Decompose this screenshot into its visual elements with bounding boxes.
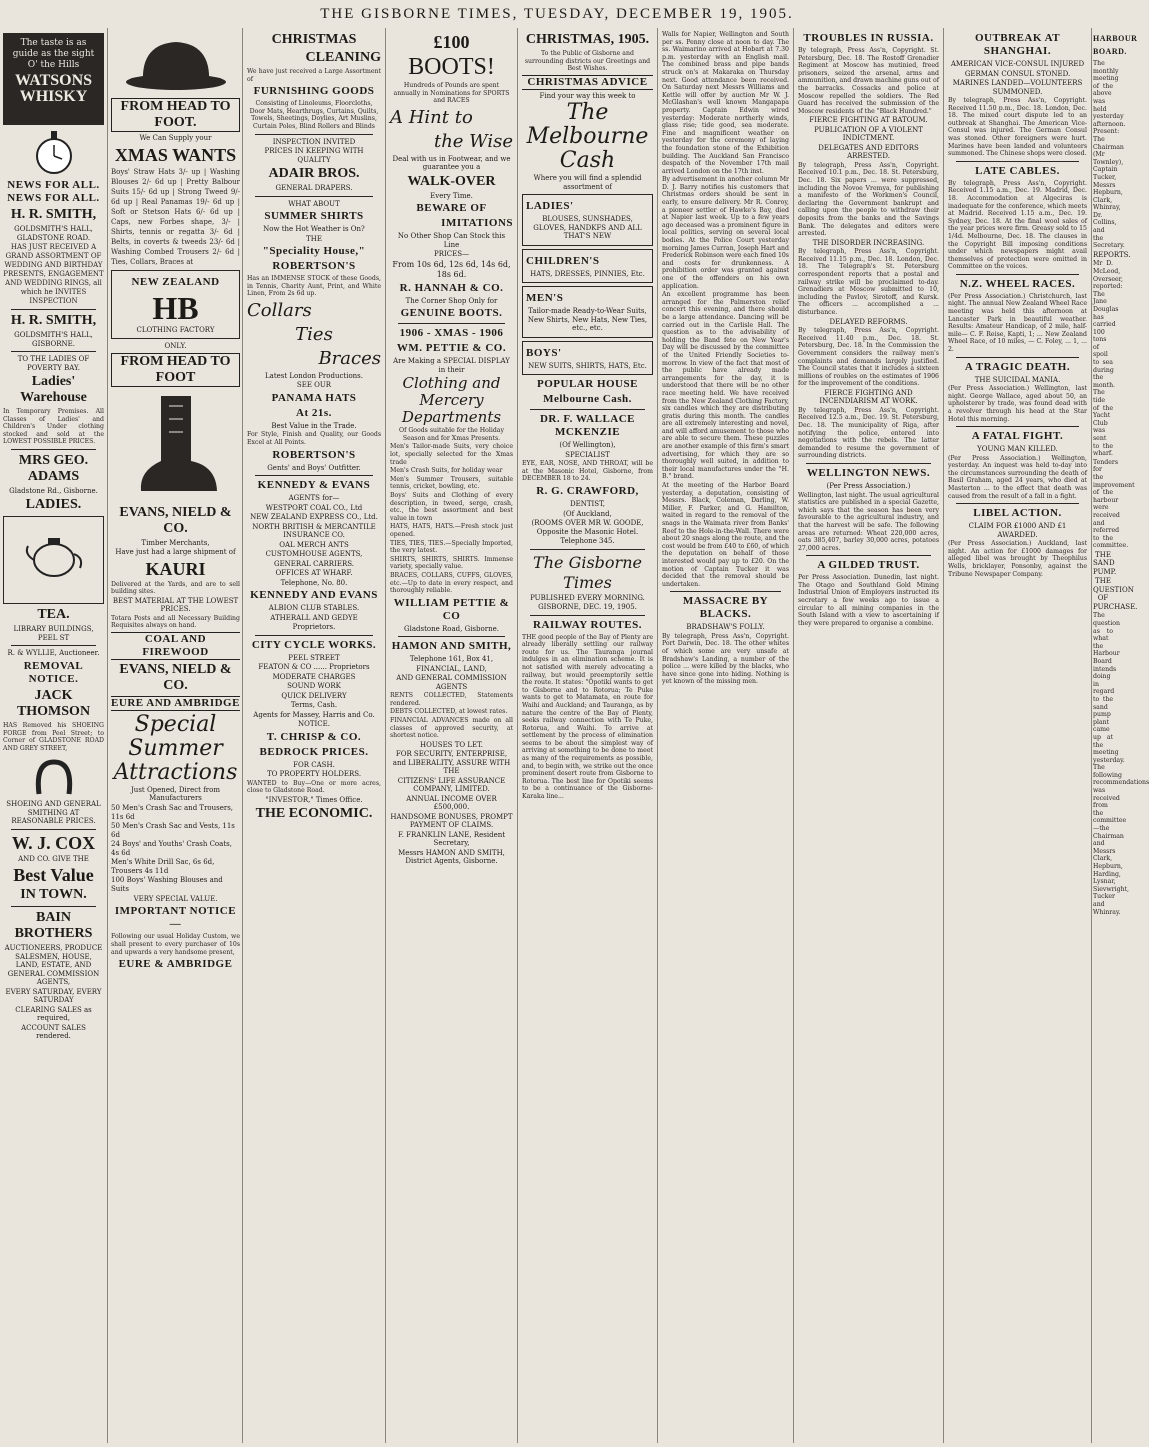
best-material: BEST MATERIAL AT THE LOWEST PRICES.	[112, 596, 239, 614]
fatal-text: (Per Press Association.) Wellington, yesterday. An inquest was held to-day into the circumstances surrounding the death of Basil Graham, aged 24 years, who died at Masterton ... to the effect that death was caused from the result of a fall in a fight.	[948, 454, 1087, 500]
marines-landed: MARINES LANDED—VOLUNTEERS SUMMONED.	[952, 79, 1083, 96]
nz-express: NEW ZEALAND EXPRESS CO., Ltd.	[250, 513, 378, 522]
of-auckland: (Of Auckland,	[563, 509, 612, 518]
libel-text: (Per Press Association.) Auckland, last night. An action for £1000 damages for alleged libel was brought by Theophilus Wells, bricklayer, Ponsonby, against the Tribune Newspaper Company.	[948, 540, 1087, 578]
featon: FEATON & CO ...... Proprietors	[258, 663, 370, 672]
inspection-invited: INSPECTION INVITED	[272, 137, 356, 146]
question-purchase: THE QUESTION OF PURCHASE.	[1093, 577, 1138, 611]
clothing-mercery: Clothing and Mercery	[402, 374, 501, 410]
delayed-reforms: DELAYED REFORMS.	[829, 317, 908, 326]
local-notes-top: Walls for Napier, Wellington and South per ss. Penny close at noon to day. The ss. Waimarino arrived at Hobart at 7.30 p.m. yesterday with an English mail. The combined brass and pipe bands struck on's at Makaraka on Thursday next. Good attendance been received. On Saturday next Messrs Williams and Kettle will offer by auction Mr W. J. McGlashan's well known Mangapapa property. Captain Edwin wired yesterday: Moderate northerly winds, glass rise; tide good, sea moderate. Fine and magnificent weather on yesterday for the ceremony of laying the foundation stone of the Exhibition building. The Auckland San Francisco despatch of the November 17th mail arrived London on the 17th inst.	[662, 31, 789, 175]
eure-item: 50 Men's Crash Sac and Trousers, 11s 6d	[111, 803, 234, 821]
general-drapers: GENERAL DRAPERS.	[275, 184, 353, 193]
column-6	[794, 28, 944, 1443]
at-21s: At 21s.	[296, 406, 332, 419]
proprietors: Proprietors.	[292, 623, 336, 632]
cox-sub: AND CO. GIVE THE	[18, 854, 89, 863]
latest: Latest London Productions.	[265, 371, 363, 380]
the-economic: THE ECONOMIC.	[255, 806, 373, 822]
massacre-text: By telegraph, Press Ass'n, Copyright. Port Darwin, Dec. 18. The other whites of which some are very unsafe at Bradshaw's Landing, a number of the police ... were killed by the blacks, who have since gone into hiding. Nothing is yet known of the missing men.	[662, 632, 789, 686]
deal-with-us: Deal with us in Footwear, and we guarantee you a	[392, 154, 511, 172]
delayed-text: By telegraph, Press Ass'n, Copyright. Received 11.40 p.m., Dec. 18. St. Petersburg, Dec. 18. In the Commission the Government considers the railway men's complaints and demands largely justified. The Council states that it includes a sixteen millions of roubles on the estimates of 1906 for the improvement of the conditions.	[798, 327, 939, 388]
important-text: Following our usual Holiday Custom, we shall present to every purchaser of 10s and upwards a very handsome present,	[111, 933, 240, 956]
kennedy-evans: KENNEDY & EVANS	[257, 479, 371, 492]
nz-logo-sub: CLOTHING FACTORY	[136, 325, 215, 334]
moderate-charges: MODERATE CHARGES	[272, 672, 356, 681]
kauri-intro: Have just had a large shipment of	[115, 548, 236, 556]
boys-label: BOYS'	[526, 346, 562, 359]
ladies-text: In Temporary Premises. All Classes of Ladies' and Children's Under clothing stocked and sold at the LOWEST POSSIBLE PRICES.	[3, 408, 104, 446]
wheel-text: (Per Press Association.) Christchurch, last night. The annual New Zealand Wheel Race meeting was held this afternoon at Lancaster Park in beautiful weather. Results: Amateur Handicap, of 2 mile, half-mile— C. F. Reise, Kapti, 1; ... New Zealand Wheel Race, of 10 miles, — C. Foley, ... 1, ... 2.	[948, 292, 1087, 354]
pettie-item-2: Men's Crash Suits, for holiday wear	[390, 467, 503, 475]
rents: RENTS COLLECTED, Statements rendered.	[390, 692, 513, 707]
hb-mark: HB	[152, 289, 199, 326]
specialist: SPECIALIST	[565, 450, 610, 459]
departments: Departments	[401, 408, 502, 427]
mens-box	[522, 286, 653, 338]
delegates: DELEGATES AND EDITORS ARRESTED.	[818, 143, 919, 161]
summer-shirts: SUMMER SHIRTS	[264, 210, 364, 223]
ladies-items: BLOUSES, SUNSHADES, GLOVES, HANDKFS AND ALL THAT'S NEW	[533, 215, 642, 241]
commission-agents: AND GENERAL COMMISSION AGENTS	[396, 674, 507, 691]
eure-items-list	[111, 804, 240, 894]
wellington-text: Wellington, last night. The usual agricultural statistics are published in a special Gazette, which says that the season has been very favourable to the agricultural industry, and that the harvest will be safe. The following areas are returned: Wheat 220,000 acres, oats 385,407, barley 30,000 acres, potatoes 27,000 acres.	[798, 491, 939, 552]
the: THE	[306, 234, 322, 243]
financial-advances: FINANCIAL ADVANCES made on all classes of approved security, at shortest notice.	[390, 717, 513, 740]
best-value: Best Value	[13, 865, 94, 886]
debts: DEBTS COLLECTED, at lowest rates.	[390, 708, 508, 716]
in-town: IN TOWN.	[20, 887, 87, 903]
kauri: KAURI	[145, 558, 206, 579]
watsons-title: WATSONS WHISKY	[14, 72, 93, 105]
horseshoe-icon	[29, 756, 79, 796]
terms-cash: Terms, Cash.	[290, 701, 338, 710]
westport: WESTPORT COAL CO., Ltd	[265, 503, 363, 512]
massacre-head: MASSACRE BY BLACKS.	[682, 595, 769, 621]
splendid: Where you will find a splendid assortment of	[533, 174, 642, 191]
column-2-ads	[243, 28, 386, 1443]
troubles-russia: TROUBLES IN RUSSIA.	[803, 32, 934, 44]
city-cycle-works: CITY CYCLE WORKS.	[251, 638, 377, 651]
robertsons: ROBERTSON'S	[272, 260, 356, 273]
bain-brothers: BAIN BROTHERS	[14, 910, 93, 942]
cleaning-text: We have just received a Large Assortment of	[247, 68, 381, 83]
gisborne-times-nameplate: The Gisborne Times	[533, 552, 642, 592]
boots: BOOTS!	[408, 54, 495, 80]
mens-label: MEN'S	[526, 292, 564, 305]
nz-logo-title: NEW ZEALAND	[131, 275, 220, 288]
cable-text: By telegraph, Press Ass'n, Copyright. Received 1.15 a.m., Dec. 19. Madrid, Dec. 18. Accommodation at Algeciras is inadequate for the conference, which meets at Madrid. Received 1.15 a.m., Dec. 19. Sydney, Dec. 18. At the final wool sales of the year prices were firm. Greasy sold to 15 1/4d. Melbourne, Dec. 18. The clauses in the Copyright Bill imposing conditions under which newspapers might avail themselves of protection were omitted in Committee on the voices.	[948, 179, 1087, 271]
dateline: GISBORNE, DEC. 19, 1905.	[538, 603, 637, 612]
hot-weather: Now the Hot Weather is On?	[263, 225, 365, 234]
local-notes-bottom-2: At the meeting of the Harbor Board yesterday, a deputation, consisting of Messrs. Black, Coleman, Darling, W. Miller, F. Parker, and G. Hamilton, waited in regard to the removal of the snags in the Waimata river from Banks' Reef to the Hole-in-the-Wall. There were about 20 snags along the route, and the cost would be from £40 to £60, of which the deputation on behalf of those interested would pay up to £20. On the motion of Captain Tucker it was decided that the removal should be undertaken.	[662, 482, 789, 588]
financial: FINANCIAL, LAND,	[416, 664, 487, 673]
jack-text: HAS Removed his SHOEING FORGE from Peel Street; to Corner of GLADSTONE ROAD AND GREY STREET,	[3, 721, 104, 752]
eure-item: Men's White Drill Sac, 6s 6d, Trousers 4s 11d	[111, 857, 215, 875]
young-man-killed: YOUNG MAN KILLED.	[977, 445, 1058, 454]
reports: REPORTS.	[1093, 250, 1131, 259]
children-label: CHILDREN'S	[526, 254, 600, 267]
peel-street: PEEL STREET	[288, 653, 340, 662]
outfitter: Gents' and Boys' Outfitter.	[267, 463, 361, 472]
cash: Cash	[559, 148, 616, 174]
what-about: WHAT ABOUT	[288, 199, 340, 208]
children-items: HATS, DRESSES, PINNIES, Etc.	[530, 269, 645, 278]
eye-ear: EYE, EAR, NOSE, AND THROAT, will be at the Masonic Hotel, Gisborne, from DECEMBER 18 to 24.	[522, 460, 653, 483]
cleaning-head: CLEANING	[305, 50, 381, 65]
kennedy-evans-2: KENNEDY AND EVANS	[250, 589, 378, 602]
account-sales: ACCOUNT SALES rendered.	[21, 1023, 86, 1041]
beware: BEWARE OF	[416, 202, 487, 215]
local-notes-mid: By advertisement in another column Mr D. J. Barry notifies his customers that Christmas orders should be sent in early, to ensure delivery. Mr R. Conroy, a pioneer settler of Hawke's Bay, died at Napier last week. Up to a few years ago deceased was a prominent figure in local politics, serving on several local bodies. At the Police Court yesterday morning James Curran, Joseph Hart and Frederick Robinson were each fined 10s and costs for drunkenness. A prohibition order was granted against one of the offenders on his own application.	[662, 176, 789, 290]
hth-head: FROM HEAD TO FOOT.	[111, 98, 240, 132]
bain-sales: EVERY SATURDAY, EVERY SATURDAY	[5, 987, 102, 1005]
sand-pump: THE SAND PUMP.	[1093, 550, 1117, 576]
walk-over: WALK-OVER	[407, 173, 496, 189]
lane: F. FRANKLIN LANE, Resident Secretary,	[397, 830, 506, 848]
eure-item: 24 Boys' and Youths' Crash Coats, 4s 6d	[111, 839, 232, 857]
quick-delivery: QUICK DELIVERY	[281, 691, 347, 700]
bowler-hat-icon	[121, 34, 231, 94]
investor: "INVESTOR," Times Office.	[265, 795, 363, 804]
agents-for: AGENTS for—	[288, 494, 340, 503]
disorder-text: By telegraph, Press Ass'n, Copyright. Received 11.15 p.m., Dec. 18. London, Dec. 18. The Telegraph's St. Petersburg correspondent reports that a postal and railway strike will be proclaimed to-day. Grenadiers at Moscow submitted to 10, including the Pavlov, Sirotoff, and Kursk. The officers ... accomplished a ... disturbance.	[798, 248, 939, 317]
column-3-ads	[386, 28, 518, 1443]
fierce-fighting: FIERCE FIGHTING AT BATOUM.	[809, 116, 928, 125]
cox-name: W. J. COX	[11, 832, 96, 853]
xmas-prices: Boys' Straw Hats 3/- up | Washing Blouses 2/- 6d up | Pretty Balbour Suits 15/- 6d up | Strong Tweed 9/- 6d up | Real Panamas 19/- 6d up | Soft or Stetson Hats 6/- 6d up | Caps, new Forbes shape, 3/- | Shirts, tennis or regatta 3/- 6d | Belts, in coverts & tweeds 23/- 6d | Washing Combed Trousers 2/- 6d | Ties, Collars, Braces at	[111, 167, 240, 266]
wellington-news: WELLINGTON NEWS.	[806, 467, 931, 480]
collars: Collars	[247, 299, 312, 321]
outbreak-text: By telegraph, Press Ass'n, Copyright. Received 11.50 p.m., Dec. 18. London, Dec. 18. The mixed court dispute led to an outbreak at Shanghai. The American Vice-Consul was injured. The German Consul was stoned. Other foreigners were hurt. Marines have been landed and volunteers summoned. The Chinese shops were closed.	[948, 97, 1087, 158]
summer: Summer	[128, 735, 223, 761]
timber: Timber Merchants,	[141, 538, 210, 547]
published-every-morning: PUBLISHED EVERY MORNING.	[530, 593, 645, 602]
consul-stoned: GERMAN CONSUL STONED.	[964, 69, 1071, 78]
boot-illustration-icon	[131, 391, 221, 501]
from-prices: From 10s 6d, 12s 6d, 14s 6d, 18s 6d.	[392, 259, 511, 279]
hth2-head: FROM HEAD TO FOOT	[111, 353, 240, 387]
find-way: Find your way this week to	[539, 91, 636, 100]
special: Special	[134, 711, 217, 737]
doctor: DR. F. WALLACE MCKENZIE	[539, 413, 636, 439]
pound-100: £100	[433, 32, 470, 52]
telephone-345: Telephone 345.	[560, 537, 615, 546]
crawford: R. G. CRAWFORD,	[536, 485, 639, 498]
ladies-warehouse: Ladies' Warehouse	[20, 374, 87, 405]
tragic-text: (Per Press Association.) Wellington, last night. George Wallace, aged about 50, an upholsterer by trade, was found dead with a revolver through his head at the Star Hotel this morning.	[948, 385, 1087, 423]
consul-injured: AMERICAN VICE-CONSUL INJURED	[950, 60, 1085, 68]
pettie-shirts: SHIRTS, SHIRTS, SHIRTS. Immense variety, specially value.	[390, 555, 513, 571]
smith-text: HAS JUST RECEIVED A GRAND ASSORTMENT OF WEDDING AND BIRTHDAY PRESENTS, ENGAGEMENT AND WEDDING RINGS, all which he INVITES INSPECTION	[3, 243, 104, 305]
watsons-tagline: The taste is as guide as the sight O' the Hills	[12, 38, 95, 70]
removal-notice: REMOVAL NOTICE.	[23, 659, 84, 685]
nz-clothing-factory-logo	[111, 270, 240, 340]
ladies-label: LADIES'	[526, 200, 574, 213]
christmas-1905: CHRISTMAS, 1905.	[525, 32, 650, 47]
column-1-ads	[0, 28, 243, 1443]
hamon-smith: HAMON AND SMITH,	[391, 640, 512, 653]
boys-box	[522, 341, 653, 376]
reports-text: Mr D. McLeod, Overseer, reported: The Jane Douglas has carried 100 tons of spoil to sea during the month. The tide of the Yacht Club was sent to the wharf.	[1093, 260, 1123, 458]
suicidal-mania: THE SUICIDAL MANIA.	[974, 375, 1061, 384]
pocket-watch-icon	[34, 129, 74, 175]
making-display: Are Making a SPECIAL DISPLAY in their	[393, 357, 510, 374]
mens-items: Tailor-made Ready-to-Wear Suits, New Shirts, New Hats, New Ties, etc., etc.	[527, 307, 648, 333]
very-special-value: VERY SPECIAL VALUE.	[133, 894, 218, 903]
christmas-greeting: To the Public of Gisborne and surrounding districts our Greetings and Best Wishes.	[524, 50, 651, 73]
houses-to-let: HOUSES TO LET.	[420, 740, 483, 749]
pettie-item-3: Men's Summer Trousers, suitable tennis, cricket, bowling, etc.	[390, 475, 513, 491]
christmas-head: CHRISTMAS	[271, 32, 357, 47]
robertsons2: ROBERTSON'S	[272, 448, 356, 461]
citizens: CITIZENS' LIFE ASSURANCE COMPANY, LIMITED.	[397, 776, 506, 794]
ladies2-head: LADIES.	[25, 497, 82, 513]
pettie-item-1: Men's Tailor-made Suits, very choice lot, specially selected for the Xmas trade	[390, 443, 513, 466]
sand-text: The question as to what the Harbour Board intends doing in regard to the sand pump plant came up at the meeting yesterday. The following recommendations was received from the committee—the Chairman and Messrs Clark, Hepburn, Harding, Lysnar, Sievwright, Tucker and Whinray.	[1093, 612, 1149, 916]
boots-text: Hundreds of Pounds are spent annually in Nominations for SPORTS and RACES	[393, 82, 510, 105]
evans-head: EVANS, NIELD & CO.	[119, 504, 232, 536]
important-notice: IMPORTANT NOTICE—	[114, 905, 237, 931]
general-carriers: GENERAL CARRIERS.	[273, 559, 354, 568]
chrisp: T. CHRISP & CO.	[266, 730, 362, 743]
publication-text: By telegraph, Press Ass'n, Copyright. Received 10.1 p.m., Dec. 18. St. Petersburg, Dec. 18. Six papers ... were suppressed, including the Novoe Vremya, for publishing a manifesto of the Workmen's Council, declaring the Government bankrupt and calling upon the people to withdraw their deposits from the banks and the Savings Bank. The delegates and editors were arrested.	[798, 161, 939, 238]
tragic-death: A TRAGIC DEATH.	[964, 360, 1071, 373]
see-our: SEE OUR	[296, 381, 332, 390]
imitations: IMITATIONS	[441, 217, 513, 230]
notice: NOTICE.	[298, 720, 330, 729]
late-cables: LATE CABLES.	[975, 164, 1060, 177]
melbourne-cash: Melbourne Cash.	[543, 393, 632, 406]
local-notes-bottom: An excellent programme has been arranged for the Palmerston relief concert this evening, and there should be a large attendance. Dancing will be carried out in the Carlisle Hall. The question as to the advisability of holding the Band fete on New Year's Day will be discussed by the committee of the United Friendly Societies to-morrow. In view of the fact that most of the public have already made arrangements for the day, it is understood that there will be no other race meeting held. We have received from the New Zealand Clothing Factory, six candles which they are distributing gratis during this month. The candles are all extremely interesting and novel, and will afford amusement to those who are able to secure them. These puzzles are another example of this firm's smart advertising, for which they are so thoroughly well suited, in addition to their local manufactures under the "H. B." brand.	[662, 291, 789, 481]
bain-sub: AUCTIONEERS, PRODUCE SALESMEN, HOUSE, LAND, ESTATE, AND GENERAL COMMISSION AGENTS,	[4, 944, 103, 987]
best-value-trade: Best Value in the Trade.	[271, 421, 357, 430]
customhouse: CUSTOMHOUSE AGENTS,	[265, 550, 363, 559]
nz-wheel-races: N.Z. WHEEL RACES.	[959, 277, 1076, 290]
adams-sub: Gladstone Rd., Gisborne.	[9, 486, 98, 495]
adams-head: MRS GEO. ADAMS	[18, 452, 89, 484]
column-1a	[0, 28, 108, 1443]
sound-work: SOUND WORK	[287, 682, 341, 691]
eure-item: 100 Boys' Washing Blouses and Suits	[111, 875, 223, 893]
eure2-head: EURE & AMBRIDGE	[118, 958, 233, 971]
braces: Braces	[318, 347, 381, 369]
eure-item: 50 Men's Crash Sac and Vests, 11s 6d	[111, 821, 235, 839]
rooms: (ROOMS OVER MR W. GOODE, Opposite the Masonic Hotel.	[531, 519, 644, 536]
gilded-trust: A GILDED TRUST.	[817, 559, 920, 572]
fatal-fight: A FATAL FIGHT.	[971, 430, 1064, 443]
speciality-house: "Speciality House,"	[262, 245, 366, 258]
atherall: ATHERALL AND GEDYE	[270, 613, 358, 622]
clearing-sales: CLEARING SALES as required,	[15, 1005, 92, 1023]
smith-name: H. R. SMITH,	[10, 207, 97, 222]
furnishing-head: FURNISHING GOODS	[253, 85, 375, 98]
tender-text: Tenders for the improvement of the harbour were received and referred to the committee.	[1093, 458, 1135, 550]
prices-keeping: PRICES IN KEEPING WITH QUALITY	[264, 147, 364, 164]
albion-stables: ALBION CLUB STABLES.	[268, 604, 360, 613]
evans2-head: EVANS, NIELD & CO.	[119, 661, 232, 693]
kauri-text: Delivered at the Yards, and are to sell building sites.	[111, 580, 240, 596]
the-label: The	[566, 100, 609, 126]
fierce2-text: By telegraph, Press Ass'n, Copyright. Received 12.5 a.m., Dec. 19. St. Petersburg, Dec. 18. The municipality of Riga, after notifying the police, entered into negotiations with the rebels. The latter demanded to resume the government of surrounding districts.	[798, 406, 939, 460]
eure-head: EURE AND AMBRIDGE	[111, 696, 240, 709]
disorder: THE DISORDER INCREASING.	[812, 238, 925, 247]
gladstone-road: Gladstone Road, Gisborne.	[404, 624, 499, 633]
dentist: DENTIST,	[570, 500, 605, 509]
jack-thomson: JACK THOMSON	[16, 687, 91, 719]
xmas-1906: 1906 - XMAS - 1906	[399, 327, 504, 340]
fierce2: FIERCE FIGHTING AND INCENDIARISM AT WORK.	[819, 388, 918, 406]
masthead: THE GISBORNE TIMES, TUESDAY, DECEMBER 19, 1905.	[320, 6, 794, 22]
panama-hats: PANAMA HATS	[271, 391, 357, 404]
wanted: WANTED to Buy—One or more acres, close to Gladstone Road.	[247, 779, 381, 795]
tea-sub: LIBRARY BUILDINGS, PEEL ST	[13, 625, 94, 642]
style-text: For Style, Finish and Quality, our Goods Excel at All Points.	[247, 431, 381, 446]
column-5	[658, 28, 794, 1443]
hint: A Hint to	[390, 106, 473, 128]
totara: Totara Posts and all Necessary Building Requisites always on hand.	[111, 614, 240, 630]
smith2-sub: GOLDSMITH'S HALL, GISBORNE.	[14, 331, 93, 348]
pettie2: WILLIAM PETTIE & CO	[393, 596, 510, 622]
stanton-tea-ad	[3, 516, 104, 604]
press-assoc: (Per Press Association.)	[826, 482, 911, 491]
offices-wharf: OFFICES AT WHARF.	[275, 569, 353, 578]
pettie: WM. PETTIE & CO.	[396, 342, 507, 355]
ladies-box	[522, 194, 653, 246]
only: ONLY.	[164, 342, 187, 350]
smith-hall: GOLDSMITH'S HALL, GLADSTONE ROAD.	[14, 225, 93, 242]
massey-agents: Agents for Massey, Harris and Co.	[253, 710, 375, 719]
christmas-advice: CHRISTMAS ADVICE	[522, 75, 653, 90]
column-8-harbour-board	[1092, 28, 1149, 1443]
pettie-braces: BRACES, COLLARS, CUFFS, GLOVES, etc.—Up to date in every respect, and thoroughly reliable.	[390, 571, 513, 595]
teapot-illustration-icon	[24, 524, 84, 584]
wyllie: R. & WYLLIE, Auctioneer.	[7, 649, 100, 658]
security: FOR SECURITY, ENTERPRISE, and LIBERALITY, ASSURE WITH THE	[392, 750, 511, 776]
goods-suitable: Of Goods suitable for the Holiday Season and for Xmas Presents.	[399, 427, 504, 442]
tea-head: TEA.	[37, 607, 70, 623]
furnishing-list: Consisting of Linoleums, Floorcloths, Door Mats, Hearthrugs, Curtains, Quilts, Towels, Sheetings, Doylies, Art Muslins, Curtain Poles, Blind Rollers and Blinds	[249, 100, 379, 130]
attractions: Attractions	[113, 759, 238, 785]
north-british: NORTH BRITISH & MERCANTILE INSURANCE CO.	[252, 522, 376, 540]
shoeing: SHOEING AND GENERAL SMITHING AT REASONABLE PRICES.	[6, 800, 101, 826]
hannah: R. HANNAH & CO.	[399, 281, 504, 294]
column-4	[518, 28, 658, 1443]
robertson-text: Has an IMMENSE STOCK of these Goods, in Tennis, Charity Aunt, Print, and White Linen, From 2s 6d up.	[247, 275, 381, 298]
pettie-ties: TIES, TIES, TIES.—Specially Imported, the very latest.	[390, 539, 513, 555]
adair-bros: ADAIR BROS.	[268, 166, 360, 182]
harbour-board: HARBOUR BOARD.	[1093, 34, 1138, 56]
bedrock-prices: BEDROCK PRICES.	[259, 745, 369, 758]
telephone-80: Telephone, No. 80.	[280, 578, 348, 587]
pettie-hats: HATS, HATS, HATS.—Fresh stock just opened.	[390, 523, 513, 538]
watsons-ad	[3, 33, 104, 125]
wise: the Wise	[433, 130, 513, 152]
boys-items: NEW SUITS, SHIRTS, HATS, Etc.	[528, 361, 647, 370]
genuine-boots: GENUINE BOOTS.	[400, 307, 503, 320]
coal-merchants: OAL MERCH ANTS	[279, 540, 349, 549]
corner-shop: The Corner Shop Only for	[405, 296, 498, 305]
column-7	[944, 28, 1092, 1443]
doctor-wellington: (Of Wellington),	[559, 441, 616, 450]
libel-action: LIBEL ACTION.	[973, 507, 1062, 520]
hamon-phone: Telephone 161, Box 41,	[409, 655, 494, 664]
for-cash: FOR CASH.	[293, 760, 335, 769]
gilded-text: Per Press Association. Dunedin, last night. The Otago and Southland Gold Mining Industrial Union of Employers instructed its secretary a few weeks ago to issue a circular to all mining companies in the South Island with a view to ascertaining if they were prepared to organise a combine.	[798, 574, 939, 627]
supply: We Can Supply your	[139, 134, 212, 142]
popular-house: POPULAR HOUSE	[537, 378, 638, 391]
children-box	[522, 249, 653, 284]
opened: Just Opened, Direct from Manufacturers	[131, 785, 220, 803]
outbreak-shanghai: OUTBREAK AT SHANGHAI.	[974, 32, 1061, 57]
xmas-wants: XMAS WANTS	[114, 144, 237, 165]
smith2-name: H. R. SMITH,	[10, 313, 97, 328]
pettie-item-4: Boys' Suits and Clothing of every description, in tweed, serge, crash, etc., the best assortment and best value in town	[390, 492, 513, 522]
ladies-intro: TO THE LADIES OF POVERTY BAY.	[17, 355, 90, 372]
news-for-all: NEWS FOR ALL. NEWS FOR ALL.	[7, 179, 100, 204]
bradshaw: BRADSHAW'S FOLLY.	[686, 623, 765, 632]
every-time: Every Time.	[430, 191, 473, 200]
annual-income: ANNUAL INCOME OVER £500,000.	[406, 794, 497, 812]
no-other: No Other Shop Can Stock this Line	[397, 232, 506, 249]
ties: Ties	[295, 323, 333, 345]
harbour-text: The monthly meeting of the above was held yesterday afternoon. Present: The Chairman (Mr Townley), Captain Tucker, Messrs Hepburn, Clark, Whinray, Dr. Collins, and the Secretary.	[1093, 60, 1126, 250]
railway-text: THE good people of the Bay of Plenty are already liberally settling our railway route for us. The Tauranga journal indulges in an elimination scheme. It is not satisfied with merely advocating a railway, but would preemptorily settle the route. It states: "Opotiki wants to get to Gisborne and to Rotorua; Te Puke wants to get to Matamata, en route for Waihi and Auckland; and Tauranga, as by nature the centre of the Bay of Plenty, seeks railway connection with Te Puke, Rotorua, and Waihi. To arrive at settlement by the process of elimination seems to be about the simplest way of arriving at something to be done to meet as many of the requirements as possible, and, to begin with, we strike out the once prominent desert route from Gisborne to Rotorua. The best line for Opotiki seems to be a continuance of the Gisborne-Karaka line...	[522, 633, 653, 801]
coal-firewood: COAL AND FIREWOOD	[111, 632, 240, 660]
hamon-district: Messrs HAMON AND SMITH, District Agents, Gisborne.	[398, 848, 505, 866]
property-holders: TO PROPERTY HOLDERS.	[266, 770, 362, 779]
handsome-bonuses: HANDSOME BONUSES, PROMPT PAYMENT OF CLAIMS.	[390, 812, 513, 830]
column-1b	[108, 28, 243, 1443]
libel-claim: CLAIM FOR £1000 AND £1 AWARDED.	[968, 522, 1067, 539]
railway-routes: RAILWAY ROUTES.	[533, 618, 642, 631]
troubles-text: By telegraph, Press Ass'n, Copyright. St. Petersburg, Dec. 18. The Rostoff Grenadier Regiment at Moscow has mutinied, freed prisoners, seized the arsenal, arms and ammunition, and drawn machine guns out of the barracks. Cossacks and police at Moscow repelled the soldiers. The Red Guard has received the submission of the Moscow residents of the "Black Hundred."	[798, 47, 939, 115]
melbourne: Melbourne	[526, 124, 649, 150]
publication: PUBLICATION OF A VIOLENT INDICTMENT.	[814, 125, 923, 143]
prices-label: PRICES—	[433, 250, 469, 259]
